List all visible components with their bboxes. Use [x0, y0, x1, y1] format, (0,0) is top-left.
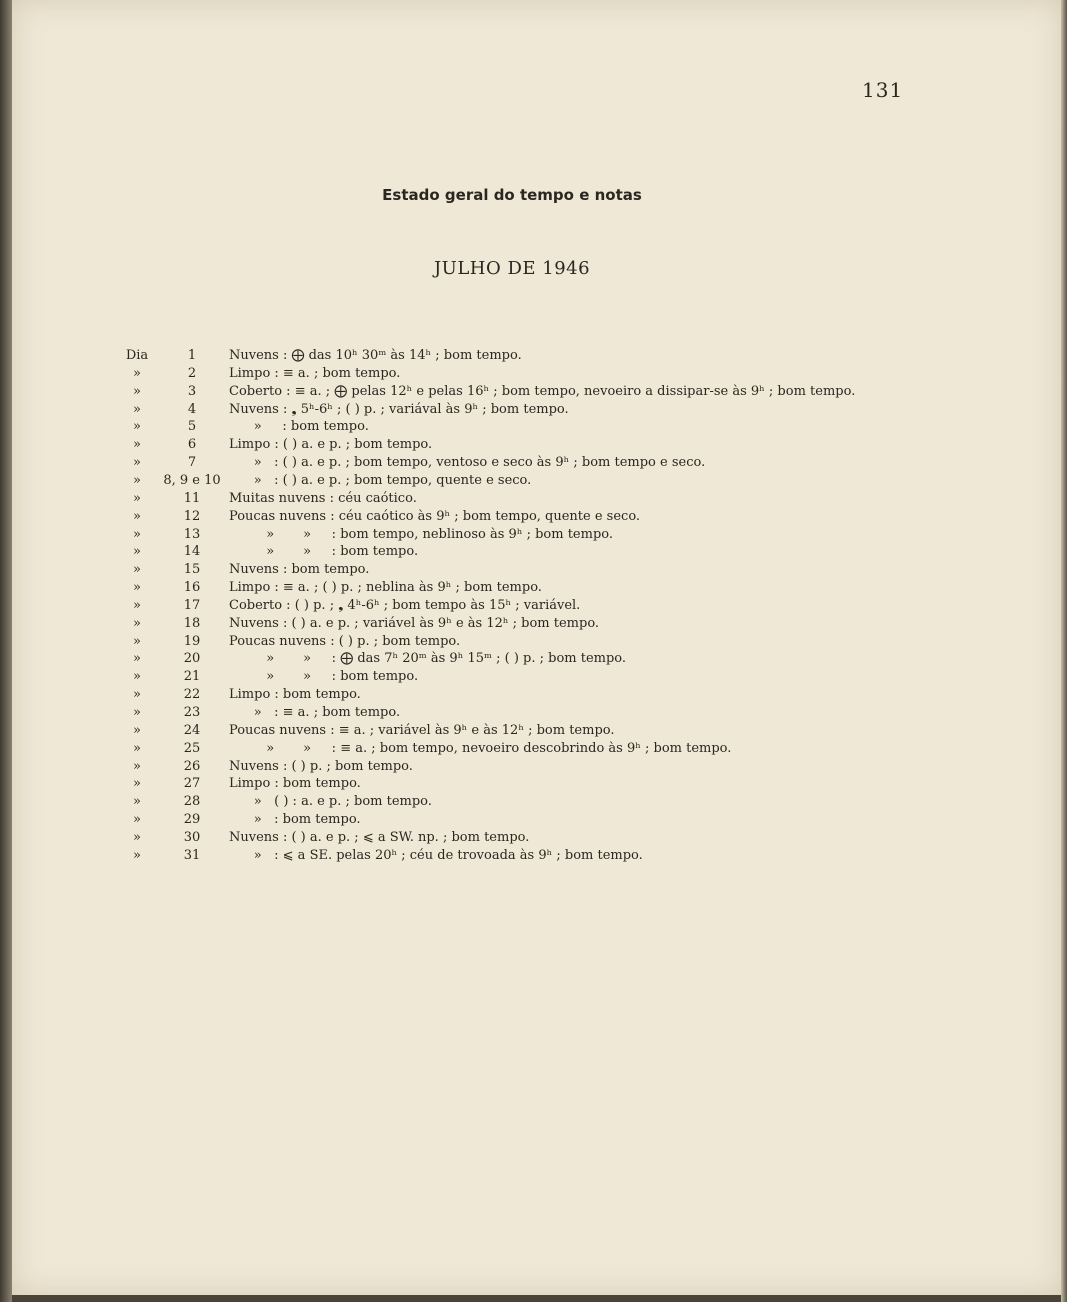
row-label: » — [133, 847, 141, 863]
row-notes: Muitas nuvens : céu caótico. — [229, 490, 417, 506]
row-day: 6 — [187, 437, 197, 453]
row-label: » — [133, 580, 141, 596]
row-notes: Limpo : bom tempo. — [229, 687, 361, 703]
row-day: 27 — [183, 776, 201, 792]
row-notes: » » : bom tempo. — [229, 669, 419, 685]
row-notes: » ( ) : a. e p. ; bom tempo. — [229, 794, 432, 810]
row-notes: Poucas nuvens : ≡ a. ; variável às 9ʰ e às 12ʰ ; bom tempo. — [229, 722, 615, 738]
month-heading: JULHO DE 1946 — [433, 258, 591, 279]
row-label: » — [133, 562, 141, 578]
row-notes: Poucas nuvens : céu caótico às 9ʰ ; bom tempo, quente e seco. — [229, 508, 641, 524]
row-notes: » : ≡ a. ; bom tempo. — [229, 705, 401, 720]
page-binding-edge — [0, 0, 12, 1302]
row-day: 8, 9 e 10 — [163, 472, 221, 488]
row-day: 26 — [183, 758, 201, 774]
row-label: » — [133, 472, 141, 488]
row-notes: Nuvens : bom tempo. — [229, 562, 370, 578]
row-label: » — [133, 597, 141, 613]
row-day: 28 — [183, 794, 201, 810]
row-notes: Coberto : ( ) p. ; ❟ 4ʰ-6ʰ ; bom tempo às 15ʰ ; variável. — [229, 597, 581, 613]
row-notes: Limpo : bom tempo. — [229, 776, 361, 792]
row-day: 20 — [183, 651, 201, 667]
row-day: 29 — [183, 812, 201, 828]
row-label: » — [133, 419, 141, 435]
row-label: » — [133, 526, 141, 542]
page-number: 131 — [862, 78, 904, 102]
row-notes: Limpo : ≡ a. ; bom tempo. — [229, 365, 401, 381]
row-day: 2 — [187, 365, 197, 381]
row-day: 15 — [183, 562, 201, 578]
row-day: 14 — [183, 544, 201, 560]
row-notes: Nuvens : ( ) a. e p. ; ⩽ a SW. np. ; bom tempo. — [229, 829, 530, 845]
document-page — [12, 0, 1062, 1295]
row-day: 30 — [183, 829, 201, 845]
row-day: 22 — [183, 687, 201, 703]
row-notes: Nuvens : ❟ 5ʰ-6ʰ ; ( ) p. ; variával às 9ʰ ; bom tempo. — [229, 401, 569, 417]
row-day: 21 — [183, 669, 201, 685]
row-notes: Nuvens : ( ) p. ; bom tempo. — [229, 758, 413, 774]
row-label: » — [133, 651, 141, 667]
row-notes: Limpo : ( ) a. e p. ; bom tempo. — [229, 437, 433, 453]
row-day: 19 — [183, 633, 201, 649]
row-notes: » » : ⨁ das 7ʰ 20ᵐ às 9ʰ 15ᵐ ; ( ) p. ; bom tempo. — [229, 651, 627, 667]
row-label: » — [133, 544, 141, 560]
row-label: » — [133, 437, 141, 453]
row-notes: Nuvens : ( ) a. e p. ; variável às 9ʰ e às 12ʰ ; bom tempo. — [229, 615, 600, 631]
row-label: » — [133, 365, 141, 381]
row-notes: » » : bom tempo, neblinoso às 9ʰ ; bom tempo. — [229, 526, 613, 542]
row-notes: Poucas nuvens : ( ) p. ; bom tempo. — [229, 633, 461, 649]
row-label: » — [133, 615, 141, 631]
row-label: » — [133, 669, 141, 685]
row-label: » — [133, 722, 141, 738]
row-notes: Nuvens : ⨁ das 10ʰ 30ᵐ às 14ʰ ; bom tempo. — [229, 348, 522, 363]
row-notes: » : bom tempo. — [229, 812, 361, 828]
row-notes: Limpo : ≡ a. ; ( ) p. ; neblina às 9ʰ ; bom tempo. — [229, 580, 542, 596]
row-day: 17 — [183, 597, 201, 613]
row-notes: » : bom tempo. — [229, 419, 369, 435]
row-day: 7 — [187, 455, 197, 471]
row-label: » — [133, 794, 141, 810]
row-label: » — [133, 633, 141, 649]
row-label: » — [133, 829, 141, 845]
row-label: » — [133, 383, 141, 399]
row-day: 13 — [183, 526, 201, 542]
row-day: 11 — [183, 490, 201, 506]
row-day: 12 — [183, 508, 201, 524]
row-day: 3 — [187, 383, 197, 399]
row-day: 18 — [183, 615, 201, 631]
row-label: » — [133, 490, 141, 506]
row-notes: » » : bom tempo. — [229, 544, 419, 560]
row-day: 24 — [183, 722, 201, 738]
row-label: » — [133, 758, 141, 774]
page-right-edge — [1061, 0, 1067, 1302]
row-label: » — [133, 776, 141, 792]
page-title: Estado geral do tempo e notas — [382, 186, 642, 204]
row-notes: » : ⩽ a SE. pelas 20ʰ ; céu de trovoada às 9ʰ ; bom tempo. — [229, 847, 643, 863]
row-notes: » » : ≡ a. ; bom tempo, nevoeiro descobrindo às 9ʰ ; bom tempo. — [229, 740, 732, 756]
row-label: » — [133, 687, 141, 703]
row-day: 5 — [187, 419, 197, 435]
row-label: » — [133, 705, 141, 720]
row-day: 31 — [183, 847, 201, 863]
row-label: » — [133, 401, 141, 417]
row-notes: » : ( ) a. e p. ; bom tempo, ventoso e seco às 9ʰ ; bom tempo e seco. — [229, 455, 706, 471]
row-day: 4 — [187, 401, 197, 417]
row-day: 1 — [187, 348, 197, 363]
row-notes: » : ( ) a. e p. ; bom tempo, quente e seco. — [229, 472, 532, 488]
row-day: 16 — [183, 580, 201, 596]
row-label: Dia — [125, 348, 149, 363]
row-label: » — [133, 508, 141, 524]
row-day: 23 — [183, 705, 201, 720]
row-label: » — [133, 812, 141, 828]
row-label: » — [133, 740, 141, 756]
row-day: 25 — [183, 740, 201, 756]
row-label: » — [133, 455, 141, 471]
row-notes: Coberto : ≡ a. ; ⨁ pelas 12ʰ e pelas 16ʰ ; bom tempo, nevoeiro a dissipar-se às 9ʰ ; bom tempo. — [229, 383, 856, 399]
